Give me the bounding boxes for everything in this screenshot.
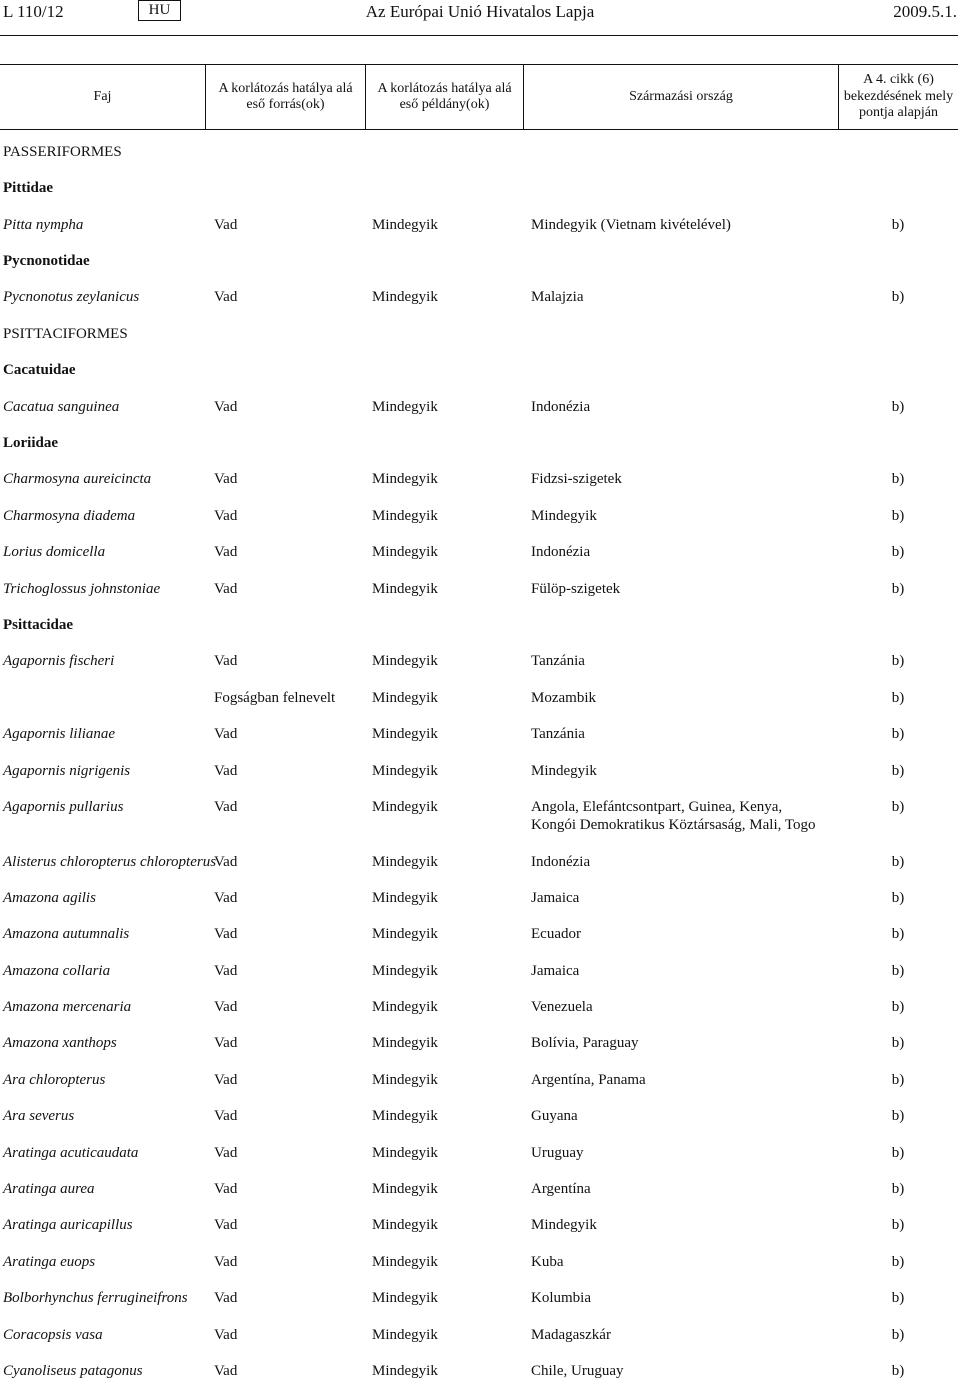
- specimens-cell: Mindegyik: [372, 471, 438, 488]
- specimens-cell: Mindegyik: [372, 1253, 438, 1270]
- origin-cell: Indonézia: [531, 544, 591, 561]
- origin-cell: Argentína, Panama: [531, 1071, 646, 1088]
- article-point-cell: b): [891, 1181, 905, 1198]
- source-cell: Fogságban felnevelt: [214, 689, 336, 706]
- table-row: [0, 279, 958, 315]
- source-cell: Vad: [214, 962, 238, 979]
- article-point-cell: b): [891, 398, 905, 415]
- source-cell: Vad: [214, 1181, 238, 1198]
- article-point-cell: b): [891, 471, 905, 488]
- order-name: PASSERIFORMES: [3, 143, 122, 160]
- article-point-cell: b): [891, 1035, 905, 1052]
- article-point-cell: b): [891, 1290, 905, 1307]
- table-row: [0, 843, 958, 879]
- source-cell: Vad: [214, 1035, 238, 1052]
- table-row: [0, 716, 958, 752]
- table-row: [0, 1098, 958, 1134]
- source-cell: Vad: [214, 216, 238, 233]
- origin-cell: Mindegyik: [531, 507, 597, 524]
- specimens-cell: Mindegyik: [372, 1362, 438, 1379]
- specimens-cell: Mindegyik: [372, 962, 438, 979]
- column-header-origin: Származási ország: [523, 65, 838, 129]
- table-row: [0, 1171, 958, 1207]
- species-name: Bolborhynchus ferrugineifrons: [3, 1290, 188, 1307]
- source-cell: Vad: [214, 889, 238, 906]
- origin-cell: Mindegyik: [531, 762, 597, 779]
- origin-cell: Malajzia: [531, 289, 584, 306]
- origin-cell: Venezuela: [531, 999, 593, 1016]
- article-point-cell: b): [891, 580, 905, 597]
- species-name: Amazona xanthops: [3, 1035, 117, 1052]
- family-row: [0, 607, 958, 643]
- species-name: Lorius domicella: [3, 544, 106, 561]
- table-row: [0, 953, 958, 989]
- origin-cell: Madagaszkár: [531, 1326, 611, 1343]
- specimens-cell: Mindegyik: [372, 289, 438, 306]
- article-point-cell: b): [891, 889, 905, 906]
- family-name: Cacatuidae: [3, 362, 76, 379]
- origin-cell: Fülöp-szigetek: [531, 580, 621, 597]
- specimens-cell: Mindegyik: [372, 762, 438, 779]
- species-name: Amazona collaria: [3, 962, 111, 979]
- source-cell: Vad: [214, 853, 238, 870]
- specimens-cell: Mindegyik: [372, 216, 438, 233]
- family-row: [0, 425, 958, 461]
- specimens-cell: Mindegyik: [372, 853, 438, 870]
- origin-cell: Guyana: [531, 1108, 578, 1125]
- source-cell: Vad: [214, 798, 238, 815]
- source-cell: Vad: [214, 653, 238, 670]
- specimens-cell: Mindegyik: [372, 1290, 438, 1307]
- column-header-species: Faj: [93, 88, 112, 104]
- origin-cell: Kuba: [531, 1253, 564, 1270]
- origin-cell: Mindegyik (Vietnam kivételével): [531, 216, 731, 233]
- source-cell: Vad: [214, 471, 238, 488]
- specimens-cell: Mindegyik: [372, 580, 438, 597]
- origin-cell: Ecuador: [531, 926, 581, 943]
- species-name: Aratinga acuticaudata: [3, 1144, 139, 1161]
- species-name: Agapornis nigrigenis: [3, 762, 131, 779]
- article-point-cell: b): [891, 507, 905, 524]
- specimens-cell: Mindegyik: [372, 1181, 438, 1198]
- article-point-cell: b): [891, 1217, 905, 1234]
- specimens-cell: Mindegyik: [372, 398, 438, 415]
- article-point-cell: b): [891, 1108, 905, 1125]
- specimens-cell: Mindegyik: [372, 999, 438, 1016]
- source-cell: Vad: [214, 289, 238, 306]
- table-row: [0, 207, 958, 243]
- table-row: [0, 1280, 958, 1316]
- species-name: Ara severus: [3, 1108, 75, 1125]
- source-cell: Vad: [214, 926, 238, 943]
- table-row: [0, 570, 958, 606]
- table-row: [0, 1207, 958, 1243]
- family-row: [0, 243, 958, 279]
- header-divider: [0, 35, 958, 36]
- article-point-cell: b): [891, 962, 905, 979]
- table-row: [0, 1244, 958, 1280]
- table-row: [0, 1062, 958, 1098]
- origin-cell: Tanzánia: [531, 653, 585, 670]
- source-cell: Vad: [214, 1108, 238, 1125]
- table-row: [0, 643, 958, 679]
- table-row: [0, 680, 958, 716]
- specimens-cell: Mindegyik: [372, 1071, 438, 1088]
- publication-date: 2009.5.1.: [893, 2, 957, 21]
- origin-cell: Argentína: [531, 1181, 591, 1198]
- table-row: [0, 789, 958, 844]
- article-point-cell: b): [891, 653, 905, 670]
- column-header-source: A korlátozás hatálya alá eső forrás(ok): [205, 65, 365, 129]
- source-cell: Vad: [214, 1326, 238, 1343]
- species-name: Cacatua sanguinea: [3, 398, 120, 415]
- source-cell: Vad: [214, 1253, 238, 1270]
- table-header: [0, 64, 958, 130]
- source-cell: Vad: [214, 1290, 238, 1307]
- origin-cell: Angola, Elefántcsontpart, Guinea, Kenya, Kongói Demokratikus Köztársaság, Mali, Togo: [531, 798, 816, 834]
- species-name: Charmosyna aureicincta: [3, 471, 152, 488]
- species-name: Amazona mercenaria: [3, 999, 132, 1016]
- table-row: [0, 498, 958, 534]
- specimens-cell: Mindegyik: [372, 544, 438, 561]
- origin-cell: Chile, Uruguay: [531, 1362, 624, 1379]
- article-point-cell: b): [891, 1071, 905, 1088]
- article-point-cell: b): [891, 762, 905, 779]
- family-name: Psittacidae: [3, 616, 73, 633]
- table-row: [0, 1025, 958, 1061]
- family-row: [0, 352, 958, 388]
- article-point-cell: b): [891, 1326, 905, 1343]
- column-header-specimens: A korlátozás hatálya alá eső példány(ok): [365, 65, 523, 129]
- origin-cell: Jamaica: [531, 962, 580, 979]
- source-cell: Vad: [214, 726, 238, 743]
- species-name: Aratinga auricapillus: [3, 1217, 133, 1234]
- origin-cell: Fidzsi-szigetek: [531, 471, 622, 488]
- species-name: Agapornis fischeri: [3, 653, 115, 670]
- source-cell: Vad: [214, 1362, 238, 1379]
- table-row: [0, 989, 958, 1025]
- origin-cell: Kolumbia: [531, 1290, 591, 1307]
- origin-cell: Indonézia: [531, 853, 591, 870]
- species-name: Agapornis pullarius: [3, 798, 124, 815]
- article-point-cell: b): [891, 289, 905, 306]
- table-body: [0, 134, 958, 1386]
- specimens-cell: Mindegyik: [372, 926, 438, 943]
- table-row: [0, 389, 958, 425]
- article-point-cell: b): [891, 1144, 905, 1161]
- source-cell: Vad: [214, 398, 238, 415]
- origin-cell: Jamaica: [531, 889, 580, 906]
- table-row: [0, 461, 958, 497]
- species-name: Coracopsis vasa: [3, 1326, 103, 1343]
- origin-cell: Tanzánia: [531, 726, 585, 743]
- table-row: [0, 1135, 958, 1171]
- origin-cell: Mindegyik: [531, 1217, 597, 1234]
- source-cell: Vad: [214, 999, 238, 1016]
- species-name: Aratinga aurea: [3, 1181, 95, 1198]
- article-point-cell: b): [891, 544, 905, 561]
- article-point-cell: b): [891, 926, 905, 943]
- species-name: Charmosyna diadema: [3, 507, 136, 524]
- table-row: [0, 880, 958, 916]
- specimens-cell: Mindegyik: [372, 507, 438, 524]
- specimens-cell: Mindegyik: [372, 798, 438, 815]
- table-row: [0, 752, 958, 788]
- language-badge: HU: [138, 0, 181, 21]
- species-name: Amazona autumnalis: [3, 926, 130, 943]
- source-cell: Vad: [214, 1071, 238, 1088]
- order-row: [0, 134, 958, 170]
- specimens-cell: Mindegyik: [372, 1326, 438, 1343]
- article-point-cell: b): [891, 726, 905, 743]
- table-row: [0, 1317, 958, 1353]
- page-reference: L 110/12: [3, 2, 64, 21]
- family-name: Pycnonotidae: [3, 253, 90, 270]
- specimens-cell: Mindegyik: [372, 726, 438, 743]
- article-point-cell: b): [891, 798, 905, 815]
- species-name: Aratinga euops: [3, 1253, 96, 1270]
- article-point-cell: b): [891, 1362, 905, 1379]
- article-point-cell: b): [891, 689, 905, 706]
- table-row: [0, 916, 958, 952]
- origin-cell: Indonézia: [531, 398, 591, 415]
- species-name: Alisterus chloropterus chloropterus: [3, 853, 217, 870]
- specimens-cell: Mindegyik: [372, 1144, 438, 1161]
- specimens-cell: Mindegyik: [372, 653, 438, 670]
- specimens-cell: Mindegyik: [372, 689, 438, 706]
- table-row: [0, 534, 958, 570]
- species-name: Pitta nympha: [3, 216, 84, 233]
- journal-title: Az Európai Unió Hivatalos Lapja: [365, 2, 595, 21]
- article-point-cell: b): [891, 853, 905, 870]
- species-name: Agapornis lilianae: [3, 726, 116, 743]
- origin-cell: Uruguay: [531, 1144, 584, 1161]
- column-header-article-point: A 4. cikk (6) bekezdésének mely pontja alapján: [838, 65, 958, 129]
- source-cell: Vad: [214, 544, 238, 561]
- source-cell: Vad: [214, 762, 238, 779]
- species-name-empty: [0, 689, 205, 707]
- article-point-cell: b): [891, 1253, 905, 1270]
- species-name: Cyanoliseus patagonus: [3, 1362, 143, 1379]
- family-name: Pittidae: [3, 180, 53, 197]
- order-row: [0, 316, 958, 352]
- species-name: Ara chloropterus: [3, 1071, 106, 1088]
- species-name: Trichoglossus johnstoniae: [3, 580, 161, 597]
- family-name: Loriidae: [3, 435, 58, 452]
- source-cell: Vad: [214, 580, 238, 597]
- order-name: PSITTACIFORMES: [3, 325, 128, 342]
- specimens-cell: Mindegyik: [372, 1035, 438, 1052]
- family-row: [0, 170, 958, 206]
- origin-cell: Mozambik: [531, 689, 596, 706]
- specimens-cell: Mindegyik: [372, 1108, 438, 1125]
- article-point-cell: b): [891, 216, 905, 233]
- origin-cell: Bolívia, Paraguay: [531, 1035, 639, 1052]
- species-name: Amazona agilis: [3, 889, 96, 906]
- source-cell: Vad: [214, 1144, 238, 1161]
- specimens-cell: Mindegyik: [372, 1217, 438, 1234]
- specimens-cell: Mindegyik: [372, 889, 438, 906]
- species-name: Pycnonotus zeylanicus: [3, 289, 140, 306]
- article-point-cell: b): [891, 999, 905, 1016]
- source-cell: Vad: [214, 1217, 238, 1234]
- table-row: [0, 1353, 958, 1380]
- source-cell: Vad: [214, 507, 238, 524]
